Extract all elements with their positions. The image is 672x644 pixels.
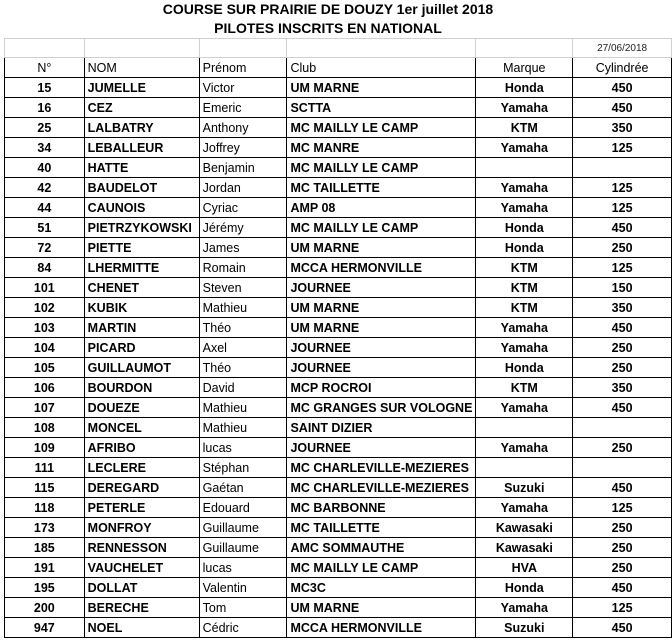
cell-marque: HVA xyxy=(476,558,573,578)
cell-club: SAINT DIZIER xyxy=(287,418,476,438)
cell-nom: MONCEL xyxy=(84,418,199,438)
table-body xyxy=(5,78,672,638)
cell-club: MC GRANGES SUR VOLOGNE xyxy=(287,398,476,418)
cell-prenom: Jordan xyxy=(199,178,287,198)
cell-marque: Yamaha xyxy=(476,178,573,198)
cell-club: MC CHARLEVILLE-MEZIERES xyxy=(287,458,476,478)
cell-prenom: Stéphan xyxy=(199,458,287,478)
cell-marque: Suzuki xyxy=(476,478,573,498)
cell-num: 115 xyxy=(5,478,85,498)
cell-marque: Yamaha xyxy=(476,138,573,158)
cell-club: SCTTA xyxy=(287,98,476,118)
cell-num: 25 xyxy=(5,118,85,138)
cell-num: 107 xyxy=(5,398,85,418)
table-row xyxy=(5,438,672,458)
cell-cylindree: 250 xyxy=(573,438,672,458)
cell-cylindree: 250 xyxy=(573,538,672,558)
cell-nom: DOLLAT xyxy=(84,578,199,598)
table-row xyxy=(5,598,672,618)
cell-num: 173 xyxy=(5,518,85,538)
cell-num: 111 xyxy=(5,458,85,478)
cell-nom: PICARD xyxy=(84,338,199,358)
header-prenom: Prénom xyxy=(199,58,287,78)
cell-prenom: lucas xyxy=(199,438,287,458)
cell-cylindree: 125 xyxy=(573,498,672,518)
cell-marque xyxy=(476,158,573,178)
table-row xyxy=(5,318,672,338)
cell-prenom: Théo xyxy=(199,318,287,338)
cell-num: 108 xyxy=(5,418,85,438)
cell-prenom: Cyriac xyxy=(199,198,287,218)
cell-prenom: Gaétan xyxy=(199,478,287,498)
cell-marque: Yamaha xyxy=(476,338,573,358)
table-row xyxy=(5,258,672,278)
cell-cylindree xyxy=(573,158,672,178)
cell-cylindree: 450 xyxy=(573,78,672,98)
cell-cylindree: 150 xyxy=(573,278,672,298)
cell-num: 185 xyxy=(5,538,85,558)
cell-nom: NOEL xyxy=(84,618,199,638)
table-row xyxy=(5,158,672,178)
cell-marque: KTM xyxy=(476,118,573,138)
cell-cylindree xyxy=(573,418,672,438)
cell-marque xyxy=(476,418,573,438)
cell-nom: DOUEZE xyxy=(84,398,199,418)
cell-cylindree: 450 xyxy=(573,398,672,418)
cell-club: MC TAILLETTE xyxy=(287,518,476,538)
cell-cylindree: 450 xyxy=(573,318,672,338)
cell-prenom: Emeric xyxy=(199,98,287,118)
cell-club: MC MANRE xyxy=(287,138,476,158)
cell-club: MC BARBONNE xyxy=(287,498,476,518)
cell-prenom: lucas xyxy=(199,558,287,578)
table-row xyxy=(5,378,672,398)
cell-cylindree: 125 xyxy=(573,258,672,278)
cell-prenom: Guillaume xyxy=(199,538,287,558)
cell-club: MC TAILLETTE xyxy=(287,178,476,198)
table-row xyxy=(5,578,672,598)
table-row xyxy=(5,538,672,558)
cell-nom: MONFROY xyxy=(84,518,199,538)
cell-club: JOURNEE xyxy=(287,278,476,298)
cell-nom: PIETTE xyxy=(84,238,199,258)
cell-num: 947 xyxy=(5,618,85,638)
cell-club: MCCA HERMONVILLE xyxy=(287,618,476,638)
cell-cylindree: 450 xyxy=(573,98,672,118)
table-row xyxy=(5,218,672,238)
cell-nom: LALBATRY xyxy=(84,118,199,138)
cell-prenom: James xyxy=(199,238,287,258)
cell-num: 104 xyxy=(5,338,85,358)
table-row xyxy=(5,358,672,378)
cell-cylindree: 450 xyxy=(573,478,672,498)
cell-marque: Kawasaki xyxy=(476,538,573,558)
table-row xyxy=(5,458,672,478)
cell-marque: Honda xyxy=(476,358,573,378)
table-row xyxy=(5,118,672,138)
cell-prenom: Cédric xyxy=(199,618,287,638)
page-subtitle: PILOTES INSCRITS EN NATIONAL xyxy=(214,20,442,36)
cell-prenom: Mathieu xyxy=(199,418,287,438)
cell-club: MCCA HERMONVILLE xyxy=(287,258,476,278)
cell-cylindree: 250 xyxy=(573,558,672,578)
cell-num: 40 xyxy=(5,158,85,178)
cell-prenom: Mathieu xyxy=(199,398,287,418)
cell-prenom: Valentin xyxy=(199,578,287,598)
table-row xyxy=(5,478,672,498)
cell-prenom: Tom xyxy=(199,598,287,618)
cell-club: MC MAILLY LE CAMP xyxy=(287,218,476,238)
cell-num: 84 xyxy=(5,258,85,278)
cell-marque: Yamaha xyxy=(476,498,573,518)
cell-prenom: David xyxy=(199,378,287,398)
table-row xyxy=(5,198,672,218)
header-club: Club xyxy=(287,58,476,78)
cell-marque: KTM xyxy=(476,258,573,278)
cell-club: UM MARNE xyxy=(287,598,476,618)
cell-nom: CHENET xyxy=(84,278,199,298)
cell-marque: Yamaha xyxy=(476,598,573,618)
cell-num: 200 xyxy=(5,598,85,618)
cell-nom: BOURDON xyxy=(84,378,199,398)
cell-marque: KTM xyxy=(476,278,573,298)
cell-prenom: Théo xyxy=(199,358,287,378)
cell-club: JOURNEE xyxy=(287,338,476,358)
table-row xyxy=(5,298,672,318)
cell-cylindree: 250 xyxy=(573,338,672,358)
cell-marque: KTM xyxy=(476,378,573,398)
cell-club: MC MAILLY LE CAMP xyxy=(287,118,476,138)
table-row xyxy=(5,418,672,438)
cell-nom: PETERLE xyxy=(84,498,199,518)
cell-num: 15 xyxy=(5,78,85,98)
cell-cylindree xyxy=(573,458,672,478)
cell-cylindree: 250 xyxy=(573,518,672,538)
cell-prenom: Edouard xyxy=(199,498,287,518)
cell-num: 44 xyxy=(5,198,85,218)
cell-nom: MARTIN xyxy=(84,318,199,338)
cell-num: 103 xyxy=(5,318,85,338)
header-num: N° xyxy=(5,58,85,78)
cell-cylindree: 450 xyxy=(573,578,672,598)
cell-num: 118 xyxy=(5,498,85,518)
cell-club: UM MARNE xyxy=(287,298,476,318)
cell-club: UM MARNE xyxy=(287,238,476,258)
cell-num: 16 xyxy=(5,98,85,118)
cell-marque: Yamaha xyxy=(476,318,573,338)
cell-prenom: Steven xyxy=(199,278,287,298)
table-row xyxy=(5,618,672,638)
cell-marque: KTM xyxy=(476,298,573,318)
cell-num: 102 xyxy=(5,298,85,318)
header-cylindree: Cylindrée xyxy=(573,58,672,78)
cell-club: JOURNEE xyxy=(287,358,476,378)
cell-num: 106 xyxy=(5,378,85,398)
cell-marque: Yamaha xyxy=(476,98,573,118)
cell-marque: Yamaha xyxy=(476,198,573,218)
cell-num: 109 xyxy=(5,438,85,458)
cell-marque: Kawasaki xyxy=(476,518,573,538)
pilots-table xyxy=(4,38,672,638)
cell-cylindree: 350 xyxy=(573,118,672,138)
cell-club: AMP 08 xyxy=(287,198,476,218)
table-row xyxy=(5,138,672,158)
cell-prenom: Romain xyxy=(199,258,287,278)
table-row xyxy=(5,98,672,118)
header-nom: NOM xyxy=(84,58,199,78)
cell-prenom: Joffrey xyxy=(199,138,287,158)
cell-prenom: Victor xyxy=(199,78,287,98)
cell-num: 42 xyxy=(5,178,85,198)
cell-cylindree: 125 xyxy=(573,198,672,218)
cell-num: 34 xyxy=(5,138,85,158)
cell-club: MC CHARLEVILLE-MEZIERES xyxy=(287,478,476,498)
cell-club: MC MAILLY LE CAMP xyxy=(287,158,476,178)
cell-nom: DEREGARD xyxy=(84,478,199,498)
cell-num: 195 xyxy=(5,578,85,598)
cell-club: AMC SOMMAUTHE xyxy=(287,538,476,558)
cell-club: UM MARNE xyxy=(287,78,476,98)
table-row xyxy=(5,558,672,578)
cell-nom: BERECHE xyxy=(84,598,199,618)
table-row xyxy=(5,178,672,198)
cell-nom: BAUDELOT xyxy=(84,178,199,198)
cell-marque xyxy=(476,458,573,478)
cell-marque: Honda xyxy=(476,78,573,98)
page-title: COURSE SUR PRAIRIE DE DOUZY 1er juillet 2018 xyxy=(162,1,494,17)
cell-num: 51 xyxy=(5,218,85,238)
cell-club: UM MARNE xyxy=(287,318,476,338)
cell-num: 191 xyxy=(5,558,85,578)
cell-prenom: Anthony xyxy=(199,118,287,138)
header-row xyxy=(5,58,672,78)
cell-cylindree: 450 xyxy=(573,218,672,238)
cell-nom: CAUNOIS xyxy=(84,198,199,218)
cell-cylindree: 350 xyxy=(573,378,672,398)
cell-nom: PIETRZYKOWSKI xyxy=(84,218,199,238)
cell-nom: KUBIK xyxy=(84,298,199,318)
cell-marque: Suzuki xyxy=(476,618,573,638)
cell-num: 72 xyxy=(5,238,85,258)
cell-cylindree: 125 xyxy=(573,178,672,198)
cell-cylindree: 250 xyxy=(573,358,672,378)
cell-nom: HATTE xyxy=(84,158,199,178)
table-row xyxy=(5,398,672,418)
cell-club: JOURNEE xyxy=(287,438,476,458)
table-row xyxy=(5,518,672,538)
cell-prenom: Mathieu xyxy=(199,298,287,318)
cell-marque: Yamaha xyxy=(476,398,573,418)
cell-nom: LEBALLEUR xyxy=(84,138,199,158)
cell-marque: Yamaha xyxy=(476,438,573,458)
cell-nom: VAUCHELET xyxy=(84,558,199,578)
date-cell: 27/06/2018 xyxy=(573,39,672,58)
date-row xyxy=(5,39,672,58)
cell-nom: LECLERE xyxy=(84,458,199,478)
cell-club: MCP ROCROI xyxy=(287,378,476,398)
cell-nom: RENNESSON xyxy=(84,538,199,558)
cell-nom: LHERMITTE xyxy=(84,258,199,278)
header-marque: Marque xyxy=(476,58,573,78)
cell-cylindree: 250 xyxy=(573,238,672,258)
cell-club: MC3C xyxy=(287,578,476,598)
cell-club: MC MAILLY LE CAMP xyxy=(287,558,476,578)
cell-cylindree: 125 xyxy=(573,138,672,158)
table-row xyxy=(5,498,672,518)
cell-nom: JUMELLE xyxy=(84,78,199,98)
cell-nom: AFRIBO xyxy=(84,438,199,458)
table-row xyxy=(5,278,672,298)
table-row xyxy=(5,338,672,358)
cell-prenom: Benjamin xyxy=(199,158,287,178)
cell-prenom: Guillaume xyxy=(199,518,287,538)
table-row xyxy=(5,238,672,258)
cell-nom: GUILLAUMOT xyxy=(84,358,199,378)
table-row xyxy=(5,78,672,98)
cell-num: 101 xyxy=(5,278,85,298)
cell-cylindree: 350 xyxy=(573,298,672,318)
cell-cylindree: 450 xyxy=(573,618,672,638)
cell-prenom: Jérémy xyxy=(199,218,287,238)
cell-marque: Honda xyxy=(476,578,573,598)
cell-marque: Honda xyxy=(476,238,573,258)
cell-prenom: Axel xyxy=(199,338,287,358)
cell-marque: Honda xyxy=(476,218,573,238)
cell-nom: CEZ xyxy=(84,98,199,118)
cell-cylindree: 125 xyxy=(573,598,672,618)
cell-num: 105 xyxy=(5,358,85,378)
